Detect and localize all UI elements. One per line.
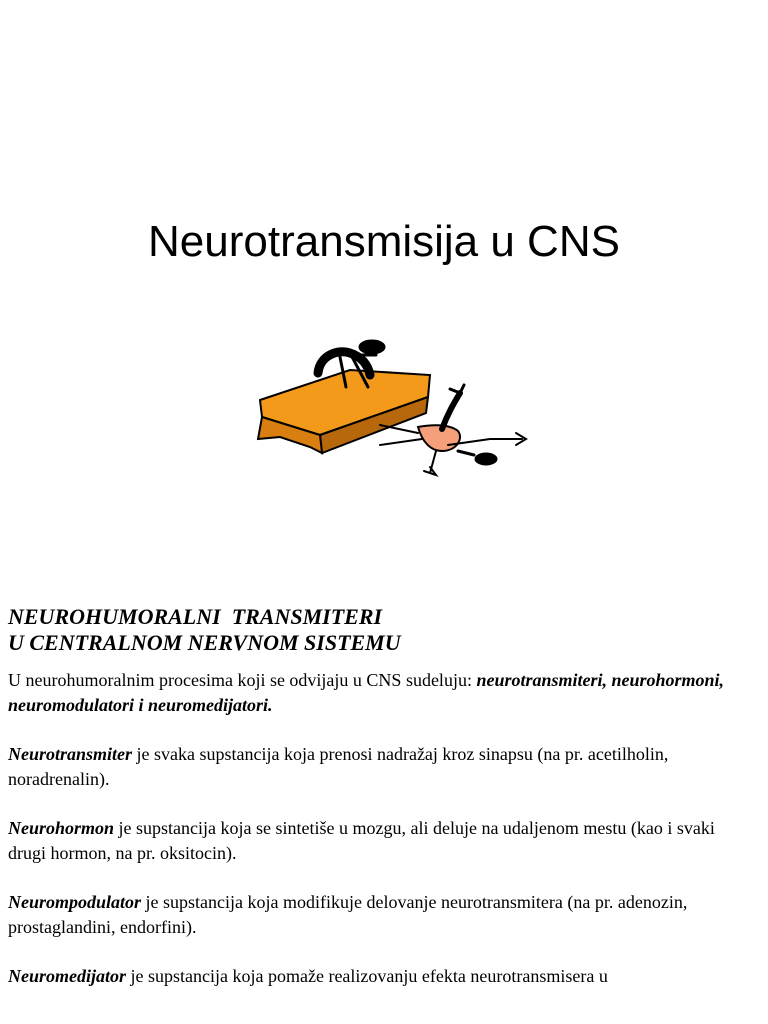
definition-term: Neurompodulator [8,892,142,912]
section-heading [8,604,753,656]
intro-terms: neurotransmiteri, neurohormoni, neuromodulatori i neuromedijatori. [8,670,725,715]
definition-text: je supstancija koja modifikuje delovanje neurotransmitera (na pr. adenozin, prostaglandini, endorfini). [8,892,688,937]
definition-term: Neurohormon [8,818,115,838]
definition-neuromodulator [8,890,753,940]
intro-paragraph [8,668,753,718]
definition-neurotransmiter [8,742,753,792]
definition-term: Neurotransmiter [8,744,133,764]
definition-text: je svaka supstancija koja prenosi nadražaj kroz sinapsu (na pr. acetilholin, noradrenalin). [8,744,669,789]
definition-text: je supstancija koja pomaže realizovanju efekta neurotransmisera u [126,966,608,986]
definition-neuromedijator [8,964,753,989]
document-body [8,604,753,1013]
slide-title: Neurotransmisija u CNS [148,217,620,266]
section-heading-line1: NEUROHUMORALNI TRANSMITERI [8,604,383,629]
stick-figures-desk-tumble-illustration [250,335,540,485]
definition-text: je supstancija koja se sintetiše u mozgu, ali deluje na udaljenom mestu (kao i svaki drugi hormon, na pr. oksitocin). [8,818,715,863]
intro-text: U neurohumoralnim procesima koji se odvijaju u CNS sudeluju: [8,670,477,690]
definition-neurohormon [8,816,753,866]
section-heading-line2: U CENTRALNOM NERVNOM SISTEMU [8,630,401,655]
definition-term: Neuromedijator [8,966,127,986]
